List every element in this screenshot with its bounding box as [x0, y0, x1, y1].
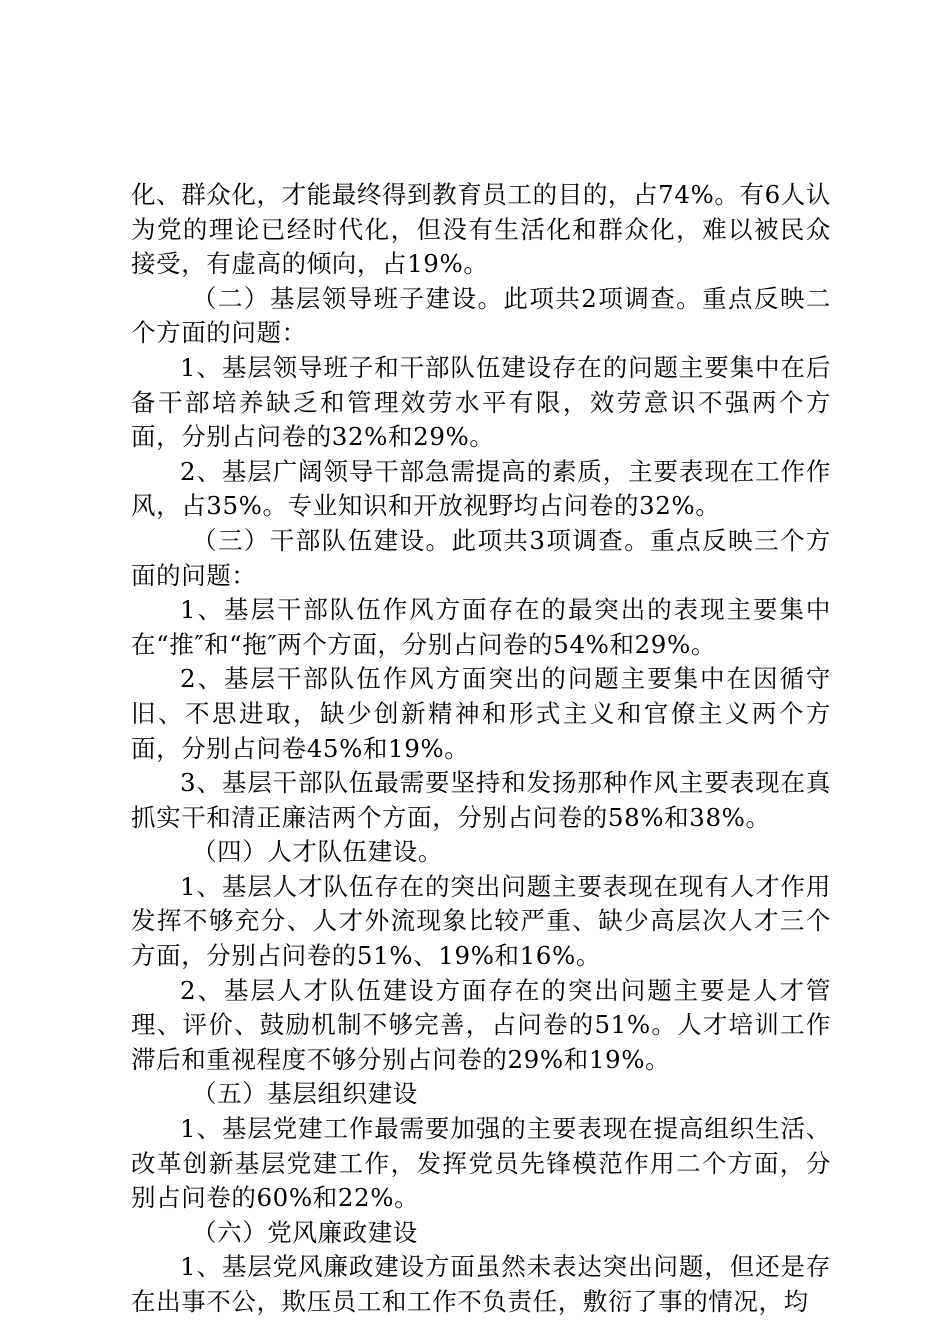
paragraph-cadre-2: 2、基层干部队伍作风方面突出的问题主要集中在因循守旧、不思进取，缺少创新精神和形式主义和官僚主义两个方面，分别占问卷45%和19%。: [131, 664, 831, 763]
section-heading-organization: （五）基层组织建设: [192, 1079, 418, 1109]
paragraph-leadership-1: 1、基层领导班子和干部队伍建设存在的问题主要集中在后备干部培养缺乏和管理效劳水平有限，效劳意识不强两个方面，分别占问卷的32%和29%。: [131, 352, 831, 452]
section-heading-leadership: （二）基层领导班子建设。此项共2项调查。重点反映二个方面的问题：: [131, 283, 831, 348]
section-heading-talent: （四）人才队伍建设。: [192, 837, 443, 867]
paragraph-cadre-1: 1、基层干部队伍作风方面存在的最突出的表现主要集中在“推″和“拖″两个方面，分别占问卷的54%和29%。: [131, 595, 831, 659]
section-heading-cadre: （三）干部队伍建设。此项共3项调查。重点反映三个方面的问题：: [131, 525, 831, 590]
paragraph-leadership-2: 2、基层广阔领导干部急需提高的素质，主要表现在工作作风，占35%。专业知识和开放视野均占问卷的32%。: [131, 456, 831, 521]
section-heading-integrity: （六）党风廉政建设: [192, 1217, 418, 1247]
document-body: [131, 178, 831, 1320]
paragraph-talent-1: 1、基层人才队伍存在的突出问题主要表现在现有人才作用发挥不够充分、人才外流现象比较严重、缺少高层次人才三个方面，分别占问卷的51%、19%和16%。: [131, 871, 831, 971]
paragraph-continuation: 化、群众化，才能最终得到教育员工的目的，占74%。有6人认为党的理论已经时代化，但没有生活化和群众化，难以被民众接受，有虚高的倾向，占19%。: [131, 180, 831, 279]
paragraph-cadre-3: 3、基层干部队伍最需要坚持和发扬那种作风主要表现在真抓实干和清正廉洁两个方面，分别占问卷的58%和38%。: [131, 768, 831, 832]
paragraph-talent-2: 2、基层人才队伍建设方面存在的突出问题主要是人才管理、评价、鼓励机制不够完善，占问卷的51%。人才培训工作滞后和重视程度不够分别占问卷的29%和19%。: [131, 975, 831, 1074]
paragraph-integrity-1: 1、基层党风廉政建设方面虽然未表达突出问题，但还是存在出事不公，欺压员工和工作不负责任，敷衍了事的情况，均: [131, 1252, 831, 1316]
paragraph-organization-1: 1、基层党建工作最需要加强的主要表现在提高组织生活、改革创新基层党建工作，发挥党员先锋模范作用二个方面，分别占问卷的60%和22%。: [131, 1114, 831, 1213]
